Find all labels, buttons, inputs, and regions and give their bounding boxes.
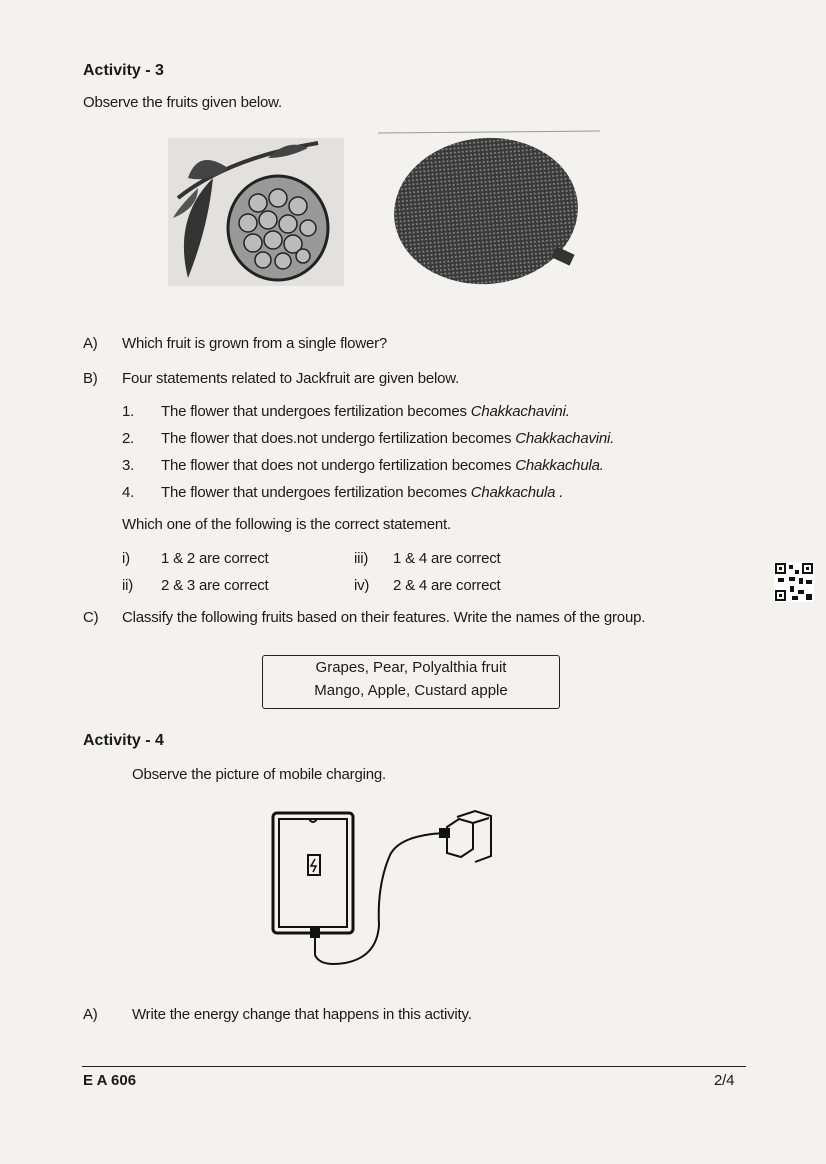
activity-4-question-a-text: Write the energy change that happens in this activity. (132, 1006, 472, 1023)
page-number: 2/4 (714, 1072, 735, 1089)
fruit-list-line: Grapes, Pear, Polyalthia fruit (315, 659, 507, 676)
question-b-prompt: Which one of the following is the correct statement. (122, 516, 451, 533)
jackfruit-image (378, 128, 603, 288)
mobile-charging-image (265, 805, 505, 975)
qr-code (774, 562, 814, 602)
question-c-label: C) (83, 609, 99, 626)
custard-apple-image (168, 138, 344, 286)
statement-text: The flower that undergoes fertilization becomes Chakkachula . (161, 484, 564, 501)
activity-4-intro: Observe the picture of mobile charging. (132, 766, 387, 783)
question-b-text: Four statements related to Jackfruit are given below. (122, 370, 460, 387)
option-text: 1 & 4 are correct (393, 550, 501, 567)
option-label: iii) (354, 550, 369, 567)
exam-code: E A 606 (83, 1072, 137, 1089)
footer-divider (82, 1066, 746, 1067)
activity-4-question-a-label: A) (83, 1006, 98, 1023)
option-label: ii) (122, 577, 134, 594)
statement-number: 2. (122, 430, 135, 447)
option-text: 1 & 2 are correct (161, 550, 269, 567)
statement-number: 1. (122, 403, 135, 420)
question-b-label: B) (83, 370, 98, 387)
statement-text: The flower that does not undergo fertilization becomes Chakkachula. (161, 457, 604, 474)
statement-text: The flower that undergoes fertilization becomes Chakkachavini. (161, 403, 570, 420)
question-c-text: Classify the following fruits based on their features. Write the names of the group. (122, 609, 646, 626)
option-text: 2 & 3 are correct (161, 577, 269, 594)
option-label: iv) (354, 577, 370, 594)
statement-number: 3. (122, 457, 135, 474)
question-a-text: Which fruit is grown from a single flower? (122, 335, 388, 352)
activity-3-heading: Activity - 3 (83, 62, 164, 79)
fruit-list-box (262, 655, 560, 709)
activity-3-intro: Observe the fruits given below. (83, 94, 282, 111)
fruit-list-line: Mango, Apple, Custard apple (314, 682, 508, 699)
question-a-label: A) (83, 335, 98, 352)
option-label: i) (122, 550, 130, 567)
activity-4-heading: Activity - 4 (83, 732, 164, 749)
statement-text: The flower that does.not undergo fertilization becomes Chakkachavini. (161, 430, 615, 447)
statement-number: 4. (122, 484, 135, 501)
option-text: 2 & 4 are correct (393, 577, 501, 594)
